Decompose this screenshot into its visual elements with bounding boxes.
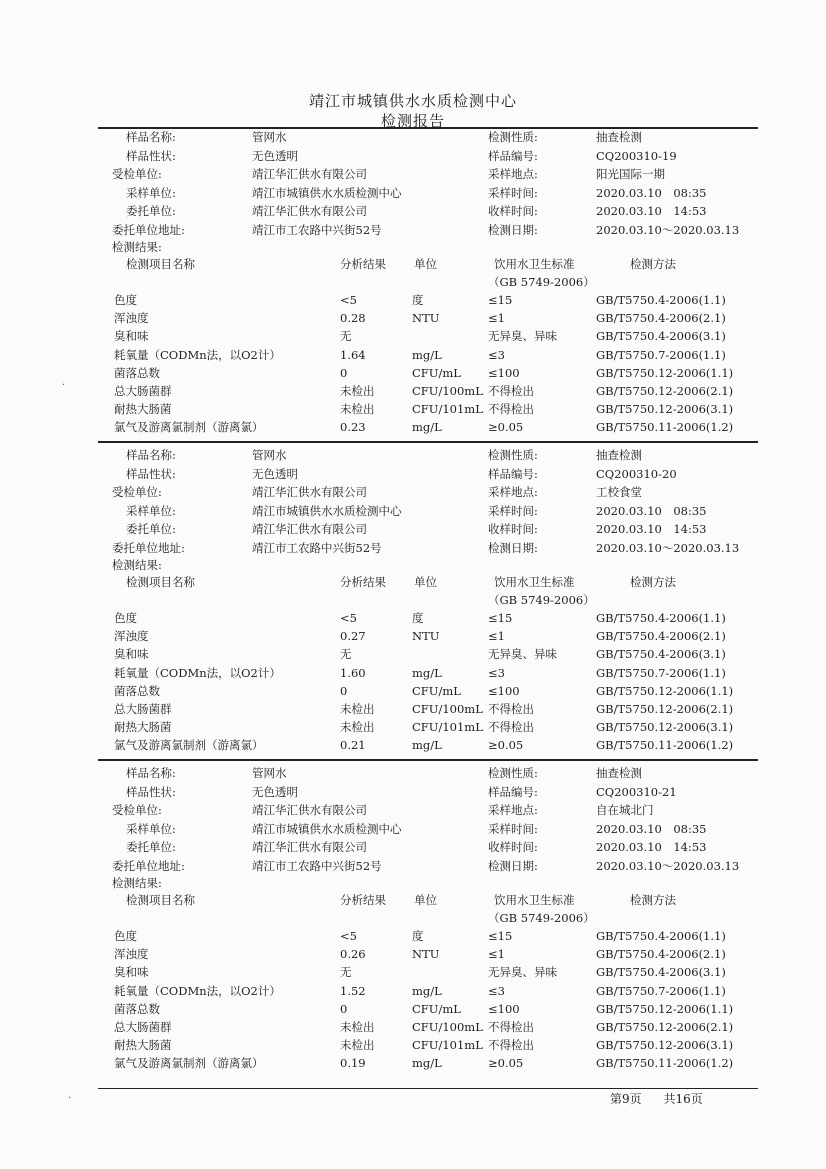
item-method: GB/T5750.7-2006(1.1)	[596, 665, 726, 680]
item-method: GB/T5750.12-2006(3.1)	[596, 720, 734, 735]
value-sample-no: CQ200310-20	[596, 466, 677, 481]
value-sample-name: 管网水	[252, 766, 287, 780]
item-name: 总大肠菌群	[114, 1020, 172, 1034]
value-entrust: 靖江华汇供水有限公司	[252, 840, 367, 854]
item-result: 0.21	[340, 738, 366, 753]
value-sample-name: 管网水	[252, 130, 287, 144]
label-site: 采样地点:	[488, 167, 538, 181]
item-name: 总大肠菌群	[114, 702, 172, 716]
item-method: GB/T5750.4-2006(2.1)	[596, 311, 726, 326]
column-standard: 饮用水卫生标准	[494, 575, 575, 589]
item-standard: 不得检出	[488, 720, 534, 735]
item-result: 未检出	[340, 720, 375, 735]
item-result: 0.27	[340, 629, 366, 644]
item-method: GB/T5750.4-2006(3.1)	[596, 329, 726, 344]
item-method: GB/T5750.12-2006(1.1)	[596, 1001, 734, 1016]
item-result: 0	[340, 1001, 348, 1016]
label-sample-state: 样品性状:	[126, 466, 176, 481]
item-standard: ≤1	[488, 947, 505, 962]
item-name: 耐热大肠菌	[114, 1038, 172, 1053]
value-sample-no: CQ200310-19	[596, 148, 677, 163]
item-name: 耐热大肠菌	[114, 720, 172, 735]
column-result: 分析结果	[340, 257, 386, 271]
value-test-date: 2020.03.10～2020.03.13	[596, 540, 740, 555]
column-method: 检测方法	[630, 893, 676, 907]
scan-mark: ·	[62, 380, 66, 391]
item-name: 浑浊度	[114, 947, 149, 962]
label-receive-time: 收样时间:	[488, 204, 538, 218]
item-unit: mg/L	[412, 347, 442, 362]
item-method: GB/T5750.11-2006(1.2)	[596, 420, 734, 435]
item-method: GB/T5750.4-2006(2.1)	[596, 947, 726, 962]
value-entrust-addr: 靖江市工农路中兴街52号	[252, 222, 382, 237]
column-standard-code: （GB 5749-2006）	[488, 275, 595, 289]
item-name: 氯气及游离氯制剂（游离氯）	[114, 738, 264, 753]
item-method: GB/T5750.4-2006(1.1)	[596, 929, 726, 943]
item-unit: CFU/mL	[412, 683, 461, 698]
item-name: 菌落总数	[114, 365, 160, 380]
item-standard: ≥0.05	[488, 738, 524, 753]
item-result: <5	[340, 929, 357, 943]
item-result: 未检出	[340, 702, 375, 716]
value-test-date: 2020.03.10～2020.03.13	[596, 858, 740, 873]
label-client: 受检单位:	[112, 167, 162, 181]
value-receive-time: 2020.03.10 14:53	[596, 204, 707, 218]
value-sample-time: 2020.03.10 08:35	[596, 503, 707, 518]
page-footer	[610, 1090, 721, 1107]
value-nature: 抽查检测	[596, 448, 642, 462]
item-result: 无	[340, 965, 352, 980]
section-rule	[98, 441, 758, 443]
item-result: 无	[340, 647, 352, 662]
label-sample-time: 采样时间:	[488, 503, 538, 518]
item-unit: CFU/101mL	[412, 1038, 483, 1053]
value-site: 自在城北门	[596, 803, 654, 817]
label-receive-time: 收样时间:	[488, 522, 538, 536]
item-result: 1.64	[340, 347, 366, 362]
item-standard: 无异臭、异味	[488, 647, 557, 662]
value-client: 靖江华汇供水有限公司	[252, 803, 367, 817]
item-result: 0	[340, 365, 348, 380]
item-method: GB/T5750.12-2006(2.1)	[596, 384, 734, 398]
item-unit: 度	[412, 611, 424, 625]
item-name: 浑浊度	[114, 629, 149, 644]
item-result: 0.28	[340, 311, 366, 326]
page-total: 共16页	[663, 1092, 703, 1106]
label-site: 采样地点:	[488, 485, 538, 499]
item-unit: CFU/100mL	[412, 702, 483, 716]
value-sample-state: 无色透明	[252, 148, 298, 163]
label-sampler: 采样单位:	[126, 821, 176, 836]
value-entrust-addr: 靖江市工农路中兴街52号	[252, 858, 382, 873]
value-sampler: 靖江市城镇供水水质检测中心	[252, 821, 402, 836]
item-standard: ≤3	[488, 983, 505, 998]
report-title: 检测报告	[380, 112, 445, 130]
header-rule	[98, 127, 758, 129]
item-standard: ≤1	[488, 311, 505, 326]
column-unit: 单位	[414, 893, 437, 907]
item-standard: 不得检出	[488, 402, 534, 417]
item-unit: CFU/101mL	[412, 720, 483, 735]
item-unit: mg/L	[412, 983, 442, 998]
label-sample-name: 样品名称:	[126, 766, 176, 780]
item-name: 臭和味	[114, 647, 149, 662]
item-standard: ≤100	[488, 1001, 520, 1016]
results-heading: 检测结果:	[112, 876, 162, 890]
value-test-date: 2020.03.10～2020.03.13	[596, 222, 740, 237]
item-result: 未检出	[340, 402, 375, 417]
item-method: GB/T5750.12-2006(3.1)	[596, 402, 734, 417]
item-method: GB/T5750.4-2006(3.1)	[596, 647, 726, 662]
value-entrust: 靖江华汇供水有限公司	[252, 204, 367, 218]
item-result: 1.60	[340, 665, 366, 680]
value-sample-time: 2020.03.10 08:35	[596, 185, 707, 200]
column-unit: 单位	[414, 257, 437, 271]
item-method: GB/T5750.12-2006(2.1)	[596, 1020, 734, 1034]
item-name: 总大肠菌群	[114, 384, 172, 398]
item-unit: mg/L	[412, 1056, 442, 1071]
item-standard: ≤15	[488, 929, 513, 943]
item-name: 耗氧量（CODMn法，以O2计）	[114, 983, 281, 998]
value-receive-time: 2020.03.10 14:53	[596, 840, 707, 854]
item-standard: 无异臭、异味	[488, 329, 557, 344]
item-name: 色度	[114, 293, 137, 307]
scan-mark: ·	[68, 1093, 72, 1104]
label-nature: 检测性质:	[488, 766, 538, 780]
column-standard: 饮用水卫生标准	[494, 893, 575, 907]
item-unit: CFU/mL	[412, 365, 461, 380]
column-standard-code: （GB 5749-2006）	[488, 593, 595, 607]
label-nature: 检测性质:	[488, 448, 538, 462]
item-standard: ≤100	[488, 365, 520, 380]
item-method: GB/T5750.4-2006(1.1)	[596, 611, 726, 625]
value-site: 阳光国际一期	[596, 167, 665, 181]
item-name: 臭和味	[114, 965, 149, 980]
item-method: GB/T5750.11-2006(1.2)	[596, 1056, 734, 1071]
page-number: 第9页	[610, 1092, 642, 1106]
column-method: 检测方法	[630, 257, 676, 271]
column-result: 分析结果	[340, 575, 386, 589]
label-sampler: 采样单位:	[126, 503, 176, 518]
item-standard: 不得检出	[488, 1020, 534, 1034]
label-entrust-addr: 委托单位地址:	[112, 222, 185, 237]
item-name: 色度	[114, 611, 137, 625]
item-standard: 不得检出	[488, 702, 534, 716]
value-receive-time: 2020.03.10 14:53	[596, 522, 707, 536]
value-entrust-addr: 靖江市工农路中兴街52号	[252, 540, 382, 555]
label-sample-state: 样品性状:	[126, 784, 176, 799]
item-unit: NTU	[412, 947, 440, 962]
label-nature: 检测性质:	[488, 130, 538, 144]
value-site: 工校食堂	[596, 485, 642, 499]
item-standard: 无异臭、异味	[488, 965, 557, 980]
item-unit: mg/L	[412, 420, 442, 435]
column-method: 检测方法	[630, 575, 676, 589]
results-heading: 检测结果:	[112, 240, 162, 254]
item-method: GB/T5750.4-2006(2.1)	[596, 629, 726, 644]
item-standard: 不得检出	[488, 384, 534, 398]
results-heading: 检测结果:	[112, 558, 162, 572]
item-standard: ≤3	[488, 665, 505, 680]
item-standard: 不得检出	[488, 1038, 534, 1053]
item-name: 浑浊度	[114, 311, 149, 326]
label-entrust-addr: 委托单位地址:	[112, 858, 185, 873]
value-nature: 抽查检测	[596, 130, 642, 144]
column-result: 分析结果	[340, 893, 386, 907]
value-nature: 抽查检测	[596, 766, 642, 780]
item-method: GB/T5750.7-2006(1.1)	[596, 347, 726, 362]
label-sample-time: 采样时间:	[488, 821, 538, 836]
item-standard: ≤3	[488, 347, 505, 362]
item-standard: ≤15	[488, 611, 513, 625]
label-entrust-addr: 委托单位地址:	[112, 540, 185, 555]
label-entrust: 委托单位:	[126, 522, 176, 536]
column-item-name: 检测项目名称	[126, 575, 195, 589]
item-name: 氯气及游离氯制剂（游离氯）	[114, 1056, 264, 1071]
value-client: 靖江华汇供水有限公司	[252, 485, 367, 499]
item-result: 无	[340, 329, 352, 344]
item-result: 0.23	[340, 420, 366, 435]
item-result: 0.26	[340, 947, 366, 962]
item-unit: 度	[412, 293, 424, 307]
item-name: 菌落总数	[114, 683, 160, 698]
value-sample-no: CQ200310-21	[596, 784, 677, 799]
value-client: 靖江华汇供水有限公司	[252, 167, 367, 181]
item-result: 0.19	[340, 1056, 366, 1071]
item-standard: ≤1	[488, 629, 505, 644]
column-item-name: 检测项目名称	[126, 893, 195, 907]
item-standard: ≤100	[488, 683, 520, 698]
item-result: 0	[340, 683, 348, 698]
value-sample-state: 无色透明	[252, 466, 298, 481]
item-name: 菌落总数	[114, 1001, 160, 1016]
item-name: 耐热大肠菌	[114, 402, 172, 417]
item-result: <5	[340, 293, 357, 307]
value-sampler: 靖江市城镇供水水质检测中心	[252, 503, 402, 518]
label-receive-time: 收样时间:	[488, 840, 538, 854]
label-sampler: 采样单位:	[126, 185, 176, 200]
item-unit: CFU/101mL	[412, 402, 483, 417]
item-result: 未检出	[340, 1038, 375, 1053]
column-standard-code: （GB 5749-2006）	[488, 911, 595, 925]
column-standard: 饮用水卫生标准	[494, 257, 575, 271]
item-unit: mg/L	[412, 665, 442, 680]
label-sample-state: 样品性状:	[126, 148, 176, 163]
item-result: <5	[340, 611, 357, 625]
item-result: 未检出	[340, 384, 375, 398]
label-sample-no: 样品编号:	[488, 148, 538, 163]
item-name: 臭和味	[114, 329, 149, 344]
item-unit: NTU	[412, 629, 440, 644]
item-standard: ≤15	[488, 293, 513, 307]
label-site: 采样地点:	[488, 803, 538, 817]
item-name: 耗氧量（CODMn法，以O2计）	[114, 347, 281, 362]
label-sample-name: 样品名称:	[126, 130, 176, 144]
item-unit: NTU	[412, 311, 440, 326]
item-standard: ≥0.05	[488, 1056, 524, 1071]
item-unit: CFU/mL	[412, 1001, 461, 1016]
label-client: 受检单位:	[112, 485, 162, 499]
item-name: 色度	[114, 929, 137, 943]
item-unit: CFU/100mL	[412, 1020, 483, 1034]
item-unit: 度	[412, 929, 424, 943]
item-standard: ≥0.05	[488, 420, 524, 435]
org-title: 靖江市城镇供水水质检测中心	[308, 92, 517, 110]
item-method: GB/T5750.4-2006(1.1)	[596, 293, 726, 307]
item-name: 耗氧量（CODMn法，以O2计）	[114, 665, 281, 680]
item-method: GB/T5750.12-2006(2.1)	[596, 702, 734, 716]
label-client: 受检单位:	[112, 803, 162, 817]
item-unit: CFU/100mL	[412, 384, 483, 398]
item-method: GB/T5750.12-2006(1.1)	[596, 365, 734, 380]
value-entrust: 靖江华汇供水有限公司	[252, 522, 367, 536]
item-result: 1.52	[340, 983, 366, 998]
label-sample-time: 采样时间:	[488, 185, 538, 200]
label-sample-no: 样品编号:	[488, 466, 538, 481]
label-test-date: 检测日期:	[488, 858, 538, 873]
value-sample-name: 管网水	[252, 448, 287, 462]
column-item-name: 检测项目名称	[126, 257, 195, 271]
label-sample-no: 样品编号:	[488, 784, 538, 799]
value-sampler: 靖江市城镇供水水质检测中心	[252, 185, 402, 200]
column-unit: 单位	[414, 575, 437, 589]
item-method: GB/T5750.12-2006(3.1)	[596, 1038, 734, 1053]
label-test-date: 检测日期:	[488, 540, 538, 555]
item-method: GB/T5750.12-2006(1.1)	[596, 683, 734, 698]
item-unit: mg/L	[412, 738, 442, 753]
item-method: GB/T5750.4-2006(3.1)	[596, 965, 726, 980]
label-sample-name: 样品名称:	[126, 448, 176, 462]
item-result: 未检出	[340, 1020, 375, 1034]
section-rule	[98, 759, 758, 761]
item-method: GB/T5750.7-2006(1.1)	[596, 983, 726, 998]
value-sample-time: 2020.03.10 08:35	[596, 821, 707, 836]
label-entrust: 委托单位:	[126, 204, 176, 218]
label-test-date: 检测日期:	[488, 222, 538, 237]
label-entrust: 委托单位:	[126, 840, 176, 854]
item-method: GB/T5750.11-2006(1.2)	[596, 738, 734, 753]
value-sample-state: 无色透明	[252, 784, 298, 799]
footer-rule	[98, 1088, 758, 1089]
item-name: 氯气及游离氯制剂（游离氯）	[114, 420, 264, 435]
